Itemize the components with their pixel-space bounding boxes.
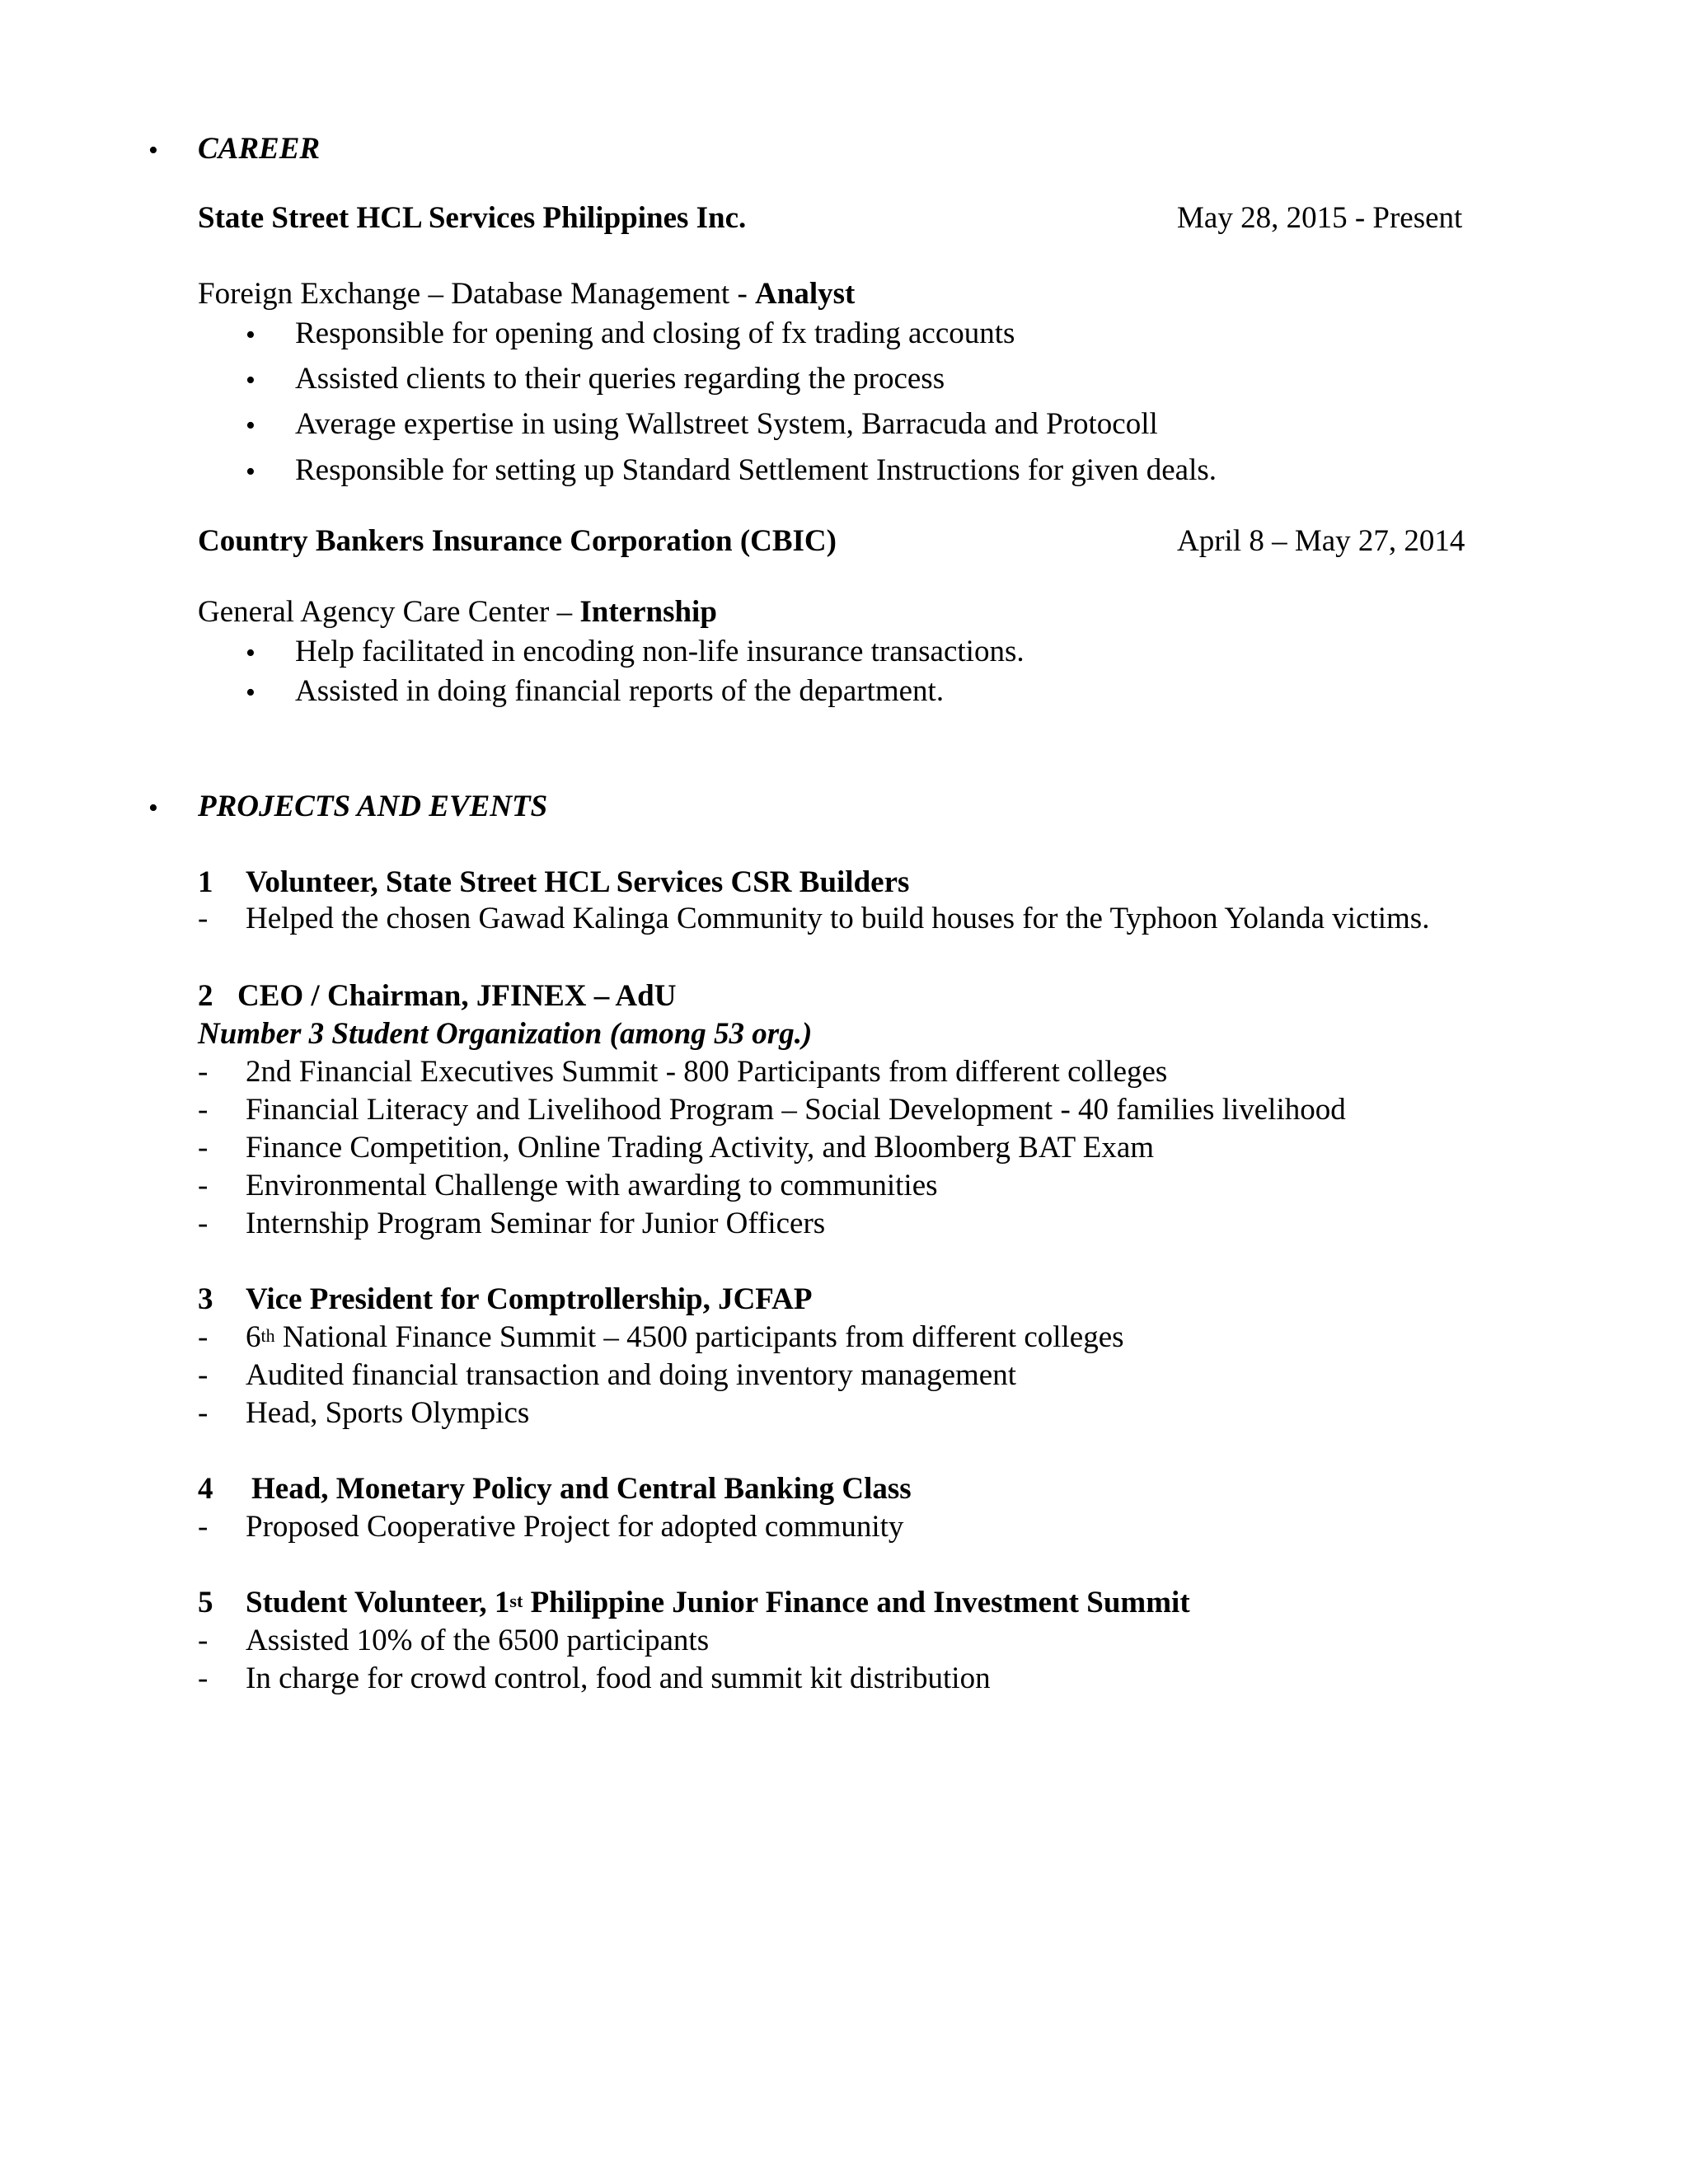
dash: - xyxy=(198,1169,209,1202)
section-bullet: • xyxy=(148,135,158,166)
project-detail: Financial Literacy and Livelihood Program – Social Development - 40 families livelihood xyxy=(246,1093,1346,1127)
title-end: Philippine Junior Finance and Investment Summit xyxy=(523,1586,1190,1619)
dash: - xyxy=(198,1396,209,1430)
project-title: CEO / Chairman, JFINEX – AdU xyxy=(237,979,677,1013)
duty-item: Assisted clients to their queries regarding the process xyxy=(295,362,945,396)
title-start: Student Volunteer, 1 xyxy=(246,1586,510,1619)
duty-item: Help facilitated in encoding non-life insurance transactions. xyxy=(295,635,1025,668)
project-subtitle: Number 3 Student Organization (among 53 org.) xyxy=(198,1017,813,1051)
project-detail: Internship Program Seminar for Junior Officers xyxy=(246,1207,826,1240)
list-bullet: • xyxy=(246,677,256,708)
dash: - xyxy=(198,1358,209,1392)
dash: - xyxy=(198,1661,209,1695)
project-detail: 2nd Financial Executives Summit - 800 Participants from different colleges xyxy=(246,1055,1168,1089)
projects-heading: PROJECTS AND EVENTS xyxy=(198,790,548,823)
dash: - xyxy=(198,1320,209,1354)
project-detail: Helped the chosen Gawad Kalinga Community to build houses for the Typhoon Yolanda victims. xyxy=(246,902,1430,935)
job-dept: General Agency Care Center – xyxy=(198,595,580,629)
project-detail: In charge for crowd control, food and summit kit distribution xyxy=(246,1661,991,1695)
duty-item: Responsible for setting up Standard Settlement Instructions for given deals. xyxy=(295,453,1217,487)
list-bullet: • xyxy=(246,320,256,350)
project-number: 1 xyxy=(198,865,213,899)
project-title: Volunteer, State Street HCL Services CSR Builders xyxy=(246,865,910,899)
dash: - xyxy=(198,1131,209,1165)
list-bullet: • xyxy=(246,365,256,396)
detail-superscript: th xyxy=(260,1325,275,1346)
job-dates: April 8 – May 27, 2014 xyxy=(1177,524,1465,558)
dash: - xyxy=(198,1207,209,1240)
dash: - xyxy=(198,1055,209,1089)
project-number: 3 xyxy=(198,1282,213,1316)
duty-item: Average expertise in using Wallstreet System, Barracuda and Protocoll xyxy=(295,407,1158,441)
detail-text: National Finance Summit – 4500 participants from different colleges xyxy=(274,1320,1124,1354)
project-detail: Finance Competition, Online Trading Activity, and Bloomberg BAT Exam xyxy=(246,1131,1155,1165)
project-detail: Head, Sports Olympics xyxy=(246,1396,530,1430)
project-detail: Assisted 10% of the 6500 participants xyxy=(246,1624,710,1657)
job-position xyxy=(198,597,717,627)
project-number: 4 xyxy=(198,1472,213,1506)
job-company: State Street HCL Services Philippines Inc. xyxy=(198,201,747,235)
project-title: Vice President for Comptrollership, JCFAP xyxy=(246,1282,813,1316)
duty-item: Assisted in doing financial reports of the department. xyxy=(295,674,945,708)
project-detail: Proposed Cooperative Project for adopted community xyxy=(246,1510,904,1544)
list-bullet: • xyxy=(246,410,256,441)
career-heading: CAREER xyxy=(198,132,321,166)
dash: - xyxy=(198,1624,209,1657)
job-company: Country Bankers Insurance Corporation (CBIC) xyxy=(198,524,837,558)
dash: - xyxy=(198,902,209,935)
project-detail: Environmental Challenge with awarding to communities xyxy=(246,1169,938,1202)
title-superscript: st xyxy=(509,1591,523,1611)
project-title xyxy=(246,1587,1190,1618)
job-role: Internship xyxy=(579,595,717,629)
duty-item: Responsible for opening and closing of fx trading accounts xyxy=(295,316,1015,350)
project-number: 2 xyxy=(198,979,213,1013)
project-detail xyxy=(246,1322,1124,1352)
project-detail: Audited financial transaction and doing inventory management xyxy=(246,1358,1016,1392)
list-bullet: • xyxy=(246,457,256,487)
list-bullet: • xyxy=(246,638,256,668)
project-number: 5 xyxy=(198,1586,213,1619)
job-role: Analyst xyxy=(755,277,856,311)
section-bullet: • xyxy=(148,793,158,823)
detail-number: 6 xyxy=(246,1320,261,1354)
job-dept: Foreign Exchange – Database Management - xyxy=(198,277,756,311)
project-title: Head, Monetary Policy and Central Banking Class xyxy=(251,1472,912,1506)
dash: - xyxy=(198,1093,209,1127)
job-position xyxy=(198,279,855,309)
dash: - xyxy=(198,1510,209,1544)
job-dates: May 28, 2015 - Present xyxy=(1177,201,1463,235)
